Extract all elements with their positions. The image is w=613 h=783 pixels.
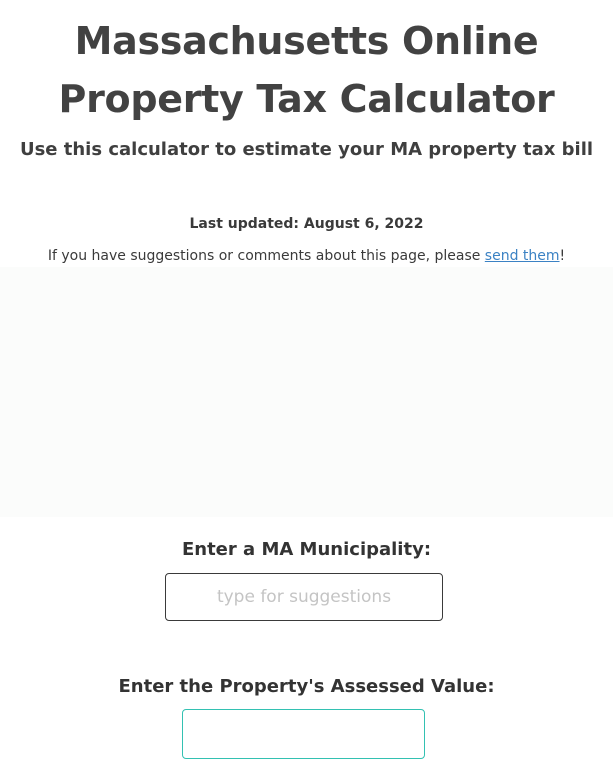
page-subtitle: Use this calculator to estimate your MA property tax bill <box>19 139 594 160</box>
feedback-text <box>0 246 613 266</box>
municipality-label: Enter a MA Municipality: <box>181 539 432 560</box>
ad-placeholder-area <box>0 267 613 517</box>
municipality-input[interactable] <box>165 573 443 621</box>
feedback-prefix: If you have suggestions or comments about this page, please <box>47 248 485 264</box>
assessed-value-input[interactable] <box>182 709 425 759</box>
send-feedback-link[interactable]: send them <box>484 248 560 264</box>
assessed-value-label: Enter the Property's Assessed Value: <box>118 676 495 697</box>
page-title: Massachusetts Online Property Tax Calculator <box>58 19 555 121</box>
last-updated-text: Last updated: August 6, 2022 <box>189 216 424 232</box>
feedback-suffix: ! <box>559 248 566 264</box>
